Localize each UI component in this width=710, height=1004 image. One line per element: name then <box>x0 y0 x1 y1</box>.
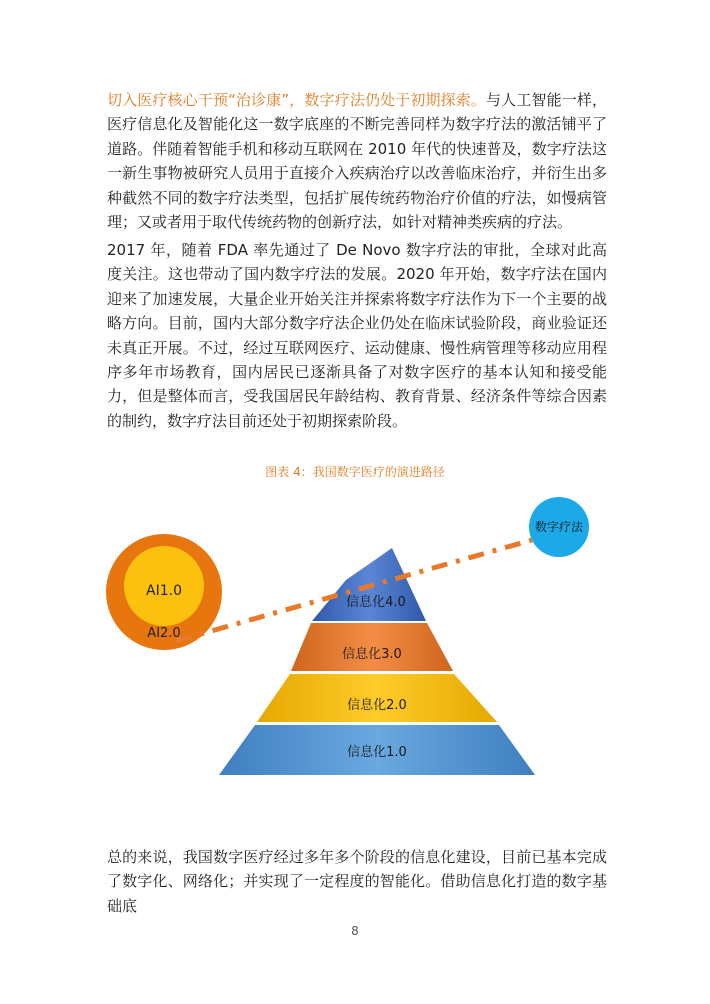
ai-outer-label: AI2.0 <box>147 626 181 641</box>
paragraph-highlight: 切入医疗核心干预“治诊康”，数字疗法仍处于初期探索。 <box>107 91 487 109</box>
page-number: 8 <box>351 924 359 938</box>
paragraph-summary: 总的来说，我国数字医疗经过多年多个阶段的信息化建设，目前已基本完成了数字化、网络化；并实现了一定程度的智能化。借助信息化打造的数字基础底 <box>107 848 607 915</box>
paragraph-intro-text: 与人工智能一样，医疗信息化及智能化这一数字底座的不断完善同样为数字疗法的激活铺平了道路。伴随着智能手机和移动互联网在 2010 年代的快速普及，数字疗法这一新生事物被研究人员用于直接介入疾病治疗以改善临床治疗，并衍生出多种截然不同的数字疗法类型，包括扩展传统药物治疗价值的疗法，如慢病管理；又或者用于取代传统药物的创新疗法，如针对精神类疾病的疗法。 <box>107 91 607 232</box>
pyramid-label-3: 信息化3.0 <box>342 647 402 662</box>
evolution-diagram <box>0 490 710 790</box>
pyramid <box>219 548 535 775</box>
pyramid-label-4: 信息化4.0 <box>346 595 406 610</box>
figure-caption: 图表 4：我国数字医疗的演进路径 <box>265 465 445 479</box>
evolution-figure <box>0 490 710 794</box>
ai-inner-label: AI1.0 <box>146 583 182 599</box>
paragraph-intro <box>107 88 607 234</box>
paragraph-2017: 2017 年，随着 FDA 率先通过了 De Novo 数字疗法的审批，全球对此高度关注。这也带动了国内数字疗法的发展。2020 年开始，数字疗法在国内迎来了加速发展，大量企业开始关注并探索将数字疗法作为下一个主要的战略方向。目前，国内大部分数字疗法企业仍处在临床试验阶段，商业验证还未真正开展。不过，经过互联网医疗、运动健康、慢性病管理等移动应用程序多年市场教育，国内居民已逐渐具备了对数字医疗的基本认知和接受能力，但是整体而言，受我国居民年龄结构、教育背景、经济条件等综合因素的制约，数字疗法目前还处于初期探索阶段。 <box>107 241 607 430</box>
pyramid-label-1: 信息化1.0 <box>347 745 407 760</box>
pyramid-label-2: 信息化2.0 <box>347 698 407 713</box>
digital-therapy-label: 数字疗法 <box>534 520 584 534</box>
